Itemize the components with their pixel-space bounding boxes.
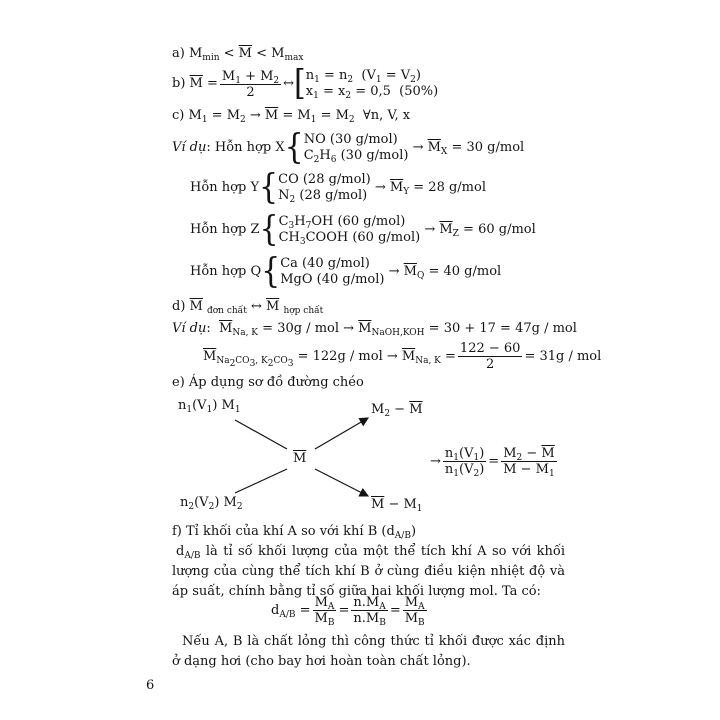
item-b-frac-den: 2 xyxy=(246,84,255,100)
item-d-ex2-lhs: $\overline{M}_{Na_2CO_3, K_2CO_3} = 122g$ / mol → $\overline{M}_{Na, K}$ = xyxy=(203,348,456,369)
mixture-q-result: → $\overline{M}_Q = 40$ g/mol xyxy=(388,264,502,281)
item-d-ex2-num: 122 − 60 xyxy=(459,341,521,356)
item-c-label: c) xyxy=(172,108,185,123)
mixture-y-name: Hỗn hợp Y xyxy=(190,180,260,195)
mixture-q-name: Hỗn hợp Q xyxy=(190,264,262,279)
item-b-label: b) xyxy=(172,76,186,91)
item-f-note: Nếu A, B là chất lỏng thì công thức tỉ khối được xác định ở dạng hơi (cho bay hơi hoàn toàn chất lỏng). xyxy=(172,634,565,669)
left-brace-icon: { xyxy=(261,251,281,292)
ratio-left-den: $n_1(V_2)$ xyxy=(444,462,485,479)
ratio-left-fraction xyxy=(443,446,486,477)
density-frac-3-den: $M_B$ xyxy=(404,611,425,628)
item-a-formula: $M_{min} < \overline{M} < M_{max}$ xyxy=(188,46,304,63)
diagram-arrow-bottom-right xyxy=(315,469,368,496)
ratio-arrow: → xyxy=(430,453,441,469)
density-frac-2-den: $n.M_B$ xyxy=(353,611,386,628)
item-d-formula: $\overline{M}$ $_{đơn chất}$ ↔ $\overline{M}$ $_{hợp chất}$ xyxy=(189,299,324,316)
item-d-ex2-rhs: = 31g / mol xyxy=(524,348,602,364)
item-b-arrow: ↔ xyxy=(283,76,295,91)
item-f-paragraph: $d_{A/B}$ là tỉ số khối lượng của một thể tích khí A so với khối lượng của cùng thể tích khí B ở cùng điều kiện nhiệt độ và áp suất, chính bằng tỉ số giữa hai khối lượng mol. Ta có: xyxy=(172,544,565,599)
mixture-q-c1: Ca (40 g/mol) xyxy=(280,256,370,271)
mixture-y-c2: $N_2$ (28 g/mol) xyxy=(278,188,368,205)
left-brace-icon: { xyxy=(259,167,279,208)
density-frac-1-num: $M_A$ xyxy=(314,595,335,612)
ratio-right-num: $M_2 - \overline{M}$ xyxy=(503,446,555,463)
density-frac-3-num: $M_A$ xyxy=(404,595,425,612)
density-frac-2-num: $n.M_A$ xyxy=(353,595,386,612)
item-e-label: e) Áp dụng sơ đồ đường chéo xyxy=(172,375,364,390)
mixture-z-name: Hỗn hợp Z xyxy=(190,222,260,237)
density-eq-1: = xyxy=(338,602,350,618)
mixture-z-result: → $\overline{M}_Z = 60$ g/mol xyxy=(424,222,536,239)
diagram-line-top-left xyxy=(235,420,287,449)
diagram-top-right: $M_2 - \overline{M}$ xyxy=(371,402,423,419)
item-d-ex2-den: 2 xyxy=(486,357,495,372)
density-frac-1-den: $M_B$ xyxy=(314,611,335,628)
mixture-x-name: Hỗn hợp X xyxy=(214,140,285,155)
mixture-y-c1: CO (28 g/mol) xyxy=(278,172,371,187)
density-formula xyxy=(271,595,429,626)
mixture-x-c1: NO (30 g/mol) xyxy=(303,132,398,147)
mixture-z-c2: $CH_3COOH$ (60 g/mol) xyxy=(278,230,421,247)
mixture-z-c1: $C_3H_7OH$ (60 g/mol) xyxy=(278,214,406,231)
density-frac-2 xyxy=(351,595,387,626)
item-a-label: a) xyxy=(172,46,185,61)
diagram-arrow-top-right xyxy=(315,418,368,449)
diagram-bottom-right: $\overline{M} - M_1$ xyxy=(371,497,423,514)
item-f-title: f) Tỉ khối của khí A so với khí B $(d_{A/B})$ xyxy=(172,524,417,541)
density-eq-2: = xyxy=(389,602,401,618)
ratio-right-den: $\overline{M} - M_1$ xyxy=(503,462,555,479)
item-d-example-1: Ví dụ: $\overline{M}_{Na, K} = 30g$ / mol → $\overline{M}_{NaOH,KOH} = 30 + 17 = 47g$ / mol xyxy=(172,321,577,338)
ratio-eq: = xyxy=(488,453,500,469)
diagram-line-bottom-left xyxy=(235,469,287,493)
ratio-formula xyxy=(430,446,559,477)
item-b-line2: $x_1 = x_2 = 0,5$ (50%) xyxy=(305,84,439,101)
density-frac-1 xyxy=(313,595,337,626)
mixture-x-result: → $\overline{M}_X = 30$ g/mol xyxy=(412,140,525,157)
ratio-left-num: $n_1(V_1)$ xyxy=(444,446,485,463)
item-d-ex1: $\overline{M}_{Na, K} = 30g$ / mol → $\overline{M}_{NaOH,KOH} = 30 + 17 = 47g$ / mol xyxy=(219,321,577,338)
mixture-q-c2: MgO (40 g/mol) xyxy=(280,272,385,287)
mixture-y-result: → $\overline{M}_Y = 28$ g/mol xyxy=(374,180,486,197)
ratio-right-fraction xyxy=(501,446,557,477)
density-frac-3 xyxy=(403,595,427,626)
item-b-line1: $n_1 = n_2$ $(V_1 = V_2)$ xyxy=(305,68,421,85)
diagram-center: $\overline{M}$ xyxy=(293,451,307,466)
item-d-label: d) xyxy=(172,299,186,314)
item-b-lhs: $\overline{M}$ = xyxy=(189,76,218,91)
item-b-frac-num: $M_1 + M_2$ xyxy=(221,68,280,86)
examples-label: Ví dụ xyxy=(172,140,207,155)
examples-label: Ví dụ xyxy=(172,321,207,336)
diagram-top-left: $n_1(V_1)$ $M_1$ xyxy=(178,398,241,415)
left-brace-icon: { xyxy=(259,209,279,250)
left-brace-icon: [ xyxy=(294,63,306,104)
left-brace-icon: { xyxy=(284,127,304,168)
diagram-bottom-left: $n_2(V_2)$ $M_2$ xyxy=(180,495,243,512)
page-number: 6 xyxy=(146,678,155,693)
mixture-x-c2: $C_2H_6$ (30 g/mol) xyxy=(303,148,409,165)
mixture-x: Ví dụ : Hỗn hợp X { NO (30 g/mol) $C_2H_6$ (30 g/mol) → $\overline{M}_X = 30$ g/mol xyxy=(172,127,525,168)
density-lhs: $d_{A/B}$ = xyxy=(271,602,311,620)
item-c-formula: $M_1 = M_2 \to \overline{M} = M_1 = M_2$ ∀n, V, x xyxy=(188,108,411,125)
